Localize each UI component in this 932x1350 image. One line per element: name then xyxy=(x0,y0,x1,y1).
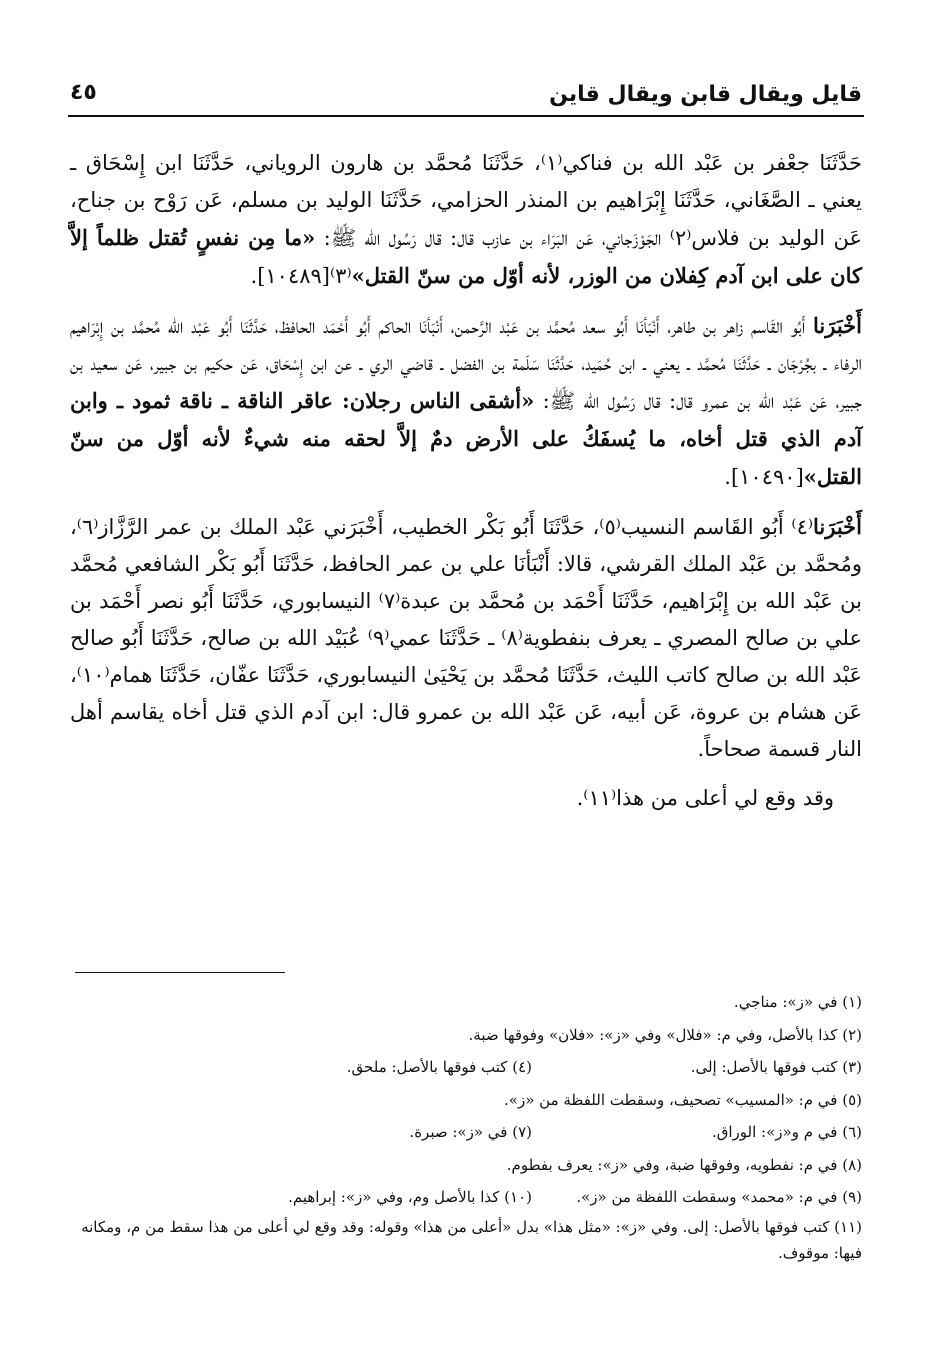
footnote-4: (٤) كتب فوقها بالأصل: ملحق. xyxy=(346,1058,532,1076)
paragraph-4-text: وقد وقع لي أعلى من هذا⁽١١⁾. xyxy=(576,786,834,810)
footnotes xyxy=(70,986,862,1266)
reference-1: ⁽٣⁾[١٠٤٨٩]. xyxy=(250,264,352,288)
paragraph-2-lead: أَخْبَرَنا xyxy=(813,313,862,338)
footnote-11: (١١) كتب فوقها بالأصل: إلى. وفي «ز»: «مثل هذا» بدل «أعلى من هذا» وقوله: وقد وقع لي أعلى من هذا سقط من م، ومكانه فيها: موقوف. xyxy=(81,1217,862,1262)
header-divider xyxy=(68,115,864,117)
page-number: ٤٥ xyxy=(70,80,97,105)
paragraph-3 xyxy=(70,508,862,768)
hadith-quote-1: «ما مِن نفسٍ تُقتل ظلماً إلاَّ كان على ابن آدم كِفلان من الوزر، لأنه أوّل من سنّ القتل» xyxy=(70,225,862,288)
paragraph-2 xyxy=(70,307,862,496)
reference-2: [١٠٤٩٠]. xyxy=(724,465,804,489)
footnote-10: (١٠) كذا بالأصل وم، وفي «ز»: إبراهيم. xyxy=(288,1188,532,1206)
footnote-5: (٥) في م: «المسيب» تصحيف، وسقطت اللفظة من «ز». xyxy=(504,1090,862,1109)
paragraph-2-text: أَبُو القَاسم زاهر بن طاهر، أَنْبَأنَا أَبُو سعد مُحمَّد بن عَبْد الرَّحمن، أَنْبَأنَا الحاكم أَبُو أَحْمَد الحافظ، حَدَّثَنَا أَبُو عَبْد الله مُحمَّد بن إِبْرَاهيم الرفاء ـ بجُرْجَان ـ حَدَّثَنَا مُحمَّد ـ يعني ـ ابن حُمَيد، حَدَّثَنَا سَلَمة بن الفضل ـ قاضي الري ـ عن ابن إِسْحَاق، عَن حكيم بن جبير، عَن سعيد بن جبير، عَن عَبْد الله بن عمرو قال: قال رَسُول الله ﷺ: xyxy=(70,314,862,413)
paragraph-4 xyxy=(70,780,862,817)
running-header-title: قايل ويقال قابن ويقال قاين xyxy=(549,82,862,107)
hadith-quote-2: «أشقى الناس رجلان: عاقر الناقة ـ ناقة ثمود ـ وابن آدم الذي قتل أخاه، ما يُسفَكُ على الأرض دمٌ إلاَّ لحقه منه شيءٌ لأنه أوّل من سنّ القتل» xyxy=(70,388,862,489)
main-text xyxy=(70,145,862,829)
paragraph-3-lead: أَخْبَرَنا xyxy=(813,514,862,539)
footnote-8: (٨) في م: نفطويه، وفوقها ضبة، وفي «ز»: يعرف بفطوم. xyxy=(506,1155,862,1174)
footnote-3: (٣) كتب فوقها بالأصل: إلى. xyxy=(690,1058,862,1076)
footnote-7: (٧) في «ز»: صبرة. xyxy=(409,1123,532,1141)
footnote-row-9-10 xyxy=(70,1181,862,1214)
footnote-9: (٩) في م: «محمد» وسقطت اللفظة من «ز». xyxy=(576,1188,862,1206)
footnote-2: (٢) كذا بالأصل، وفي م: «فلال» وفي «ز»: «فلان» وفوقها ضبة. xyxy=(468,1025,862,1044)
footnote-divider xyxy=(75,972,285,973)
footnote-1: (١) في «ز»: مناجي. xyxy=(733,993,862,1011)
footnote-row-6-7 xyxy=(70,1116,862,1149)
footnote-6: (٦) في م و«ز»: الوراق. xyxy=(711,1123,862,1141)
paragraph-1-text: حَدَّثَنَا جعْفر بن عَبْد الله بن فناكي⁽١⁾، حَدَّثَنَا مُحمَّد بن هارون الروياني، حَدَّثَنَا ابن إِسْحَاق ـ يعني ـ الصَّغَاني، حَدَّثَنَا إِبْرَاهيم بن المنذر الحزامي، حَدَّثَنَا الوليد بن مسلم، عَن رَوْح بن جناح، عَن الوليد بن فلاس⁽٢⁾ الجَوْزَجاني، عَن البَرَاء بن عازب قال: قال رَسُول الله ﷺ: xyxy=(70,151,863,250)
paragraph-1 xyxy=(70,145,862,295)
paragraph-3-text: ⁽٤⁾ أَبُو القَاسم النسيب⁽٥⁾، حَدَّثَنَا أَبُو بَكْر الخطيب، أَخْبَرَني عَبْد الملك بن عمر الرَّزَّاز⁽٦⁾، ومُحمَّد بن عَبْد الملك القرشي، قالا: أَنْبَأنَا علي بن عمر الحافظ، حَدَّثَنَا أَبُو بَكْر الشافعي مُحمَّد بن عَبْد الله بن إِبْرَاهيم، حَدَّثَنَا أَحْمَد بن مُحمَّد بن عبدة⁽٧⁾ النيسابوري، حَدَّثَنَا أَبُو نصر أَحْمَد بن علي بن صالح المصري ـ يعرف بنفطوية⁽٨⁾ ـ حَدَّثَنَا عمي⁽٩⁾ عُبَيْد الله بن صالح، حَدَّثَنَا أَبُو صالح عَبْد الله بن صالح كاتب الليث، حَدَّثَنَا مُحمَّد بن يَحْيَىٰ النيسابوري، حَدَّثَنَا عفّان، حَدَّثَنَا همام⁽١٠⁾، عَن هشام بن عروة، عَن أبيه، عَن عَبْد الله بن عمرو قال: ابن آدم الذي قتل أخاه يقاسم أهل النار قسمة صحاحاً. xyxy=(70,515,862,761)
footnote-row-3-4 xyxy=(70,1051,862,1084)
